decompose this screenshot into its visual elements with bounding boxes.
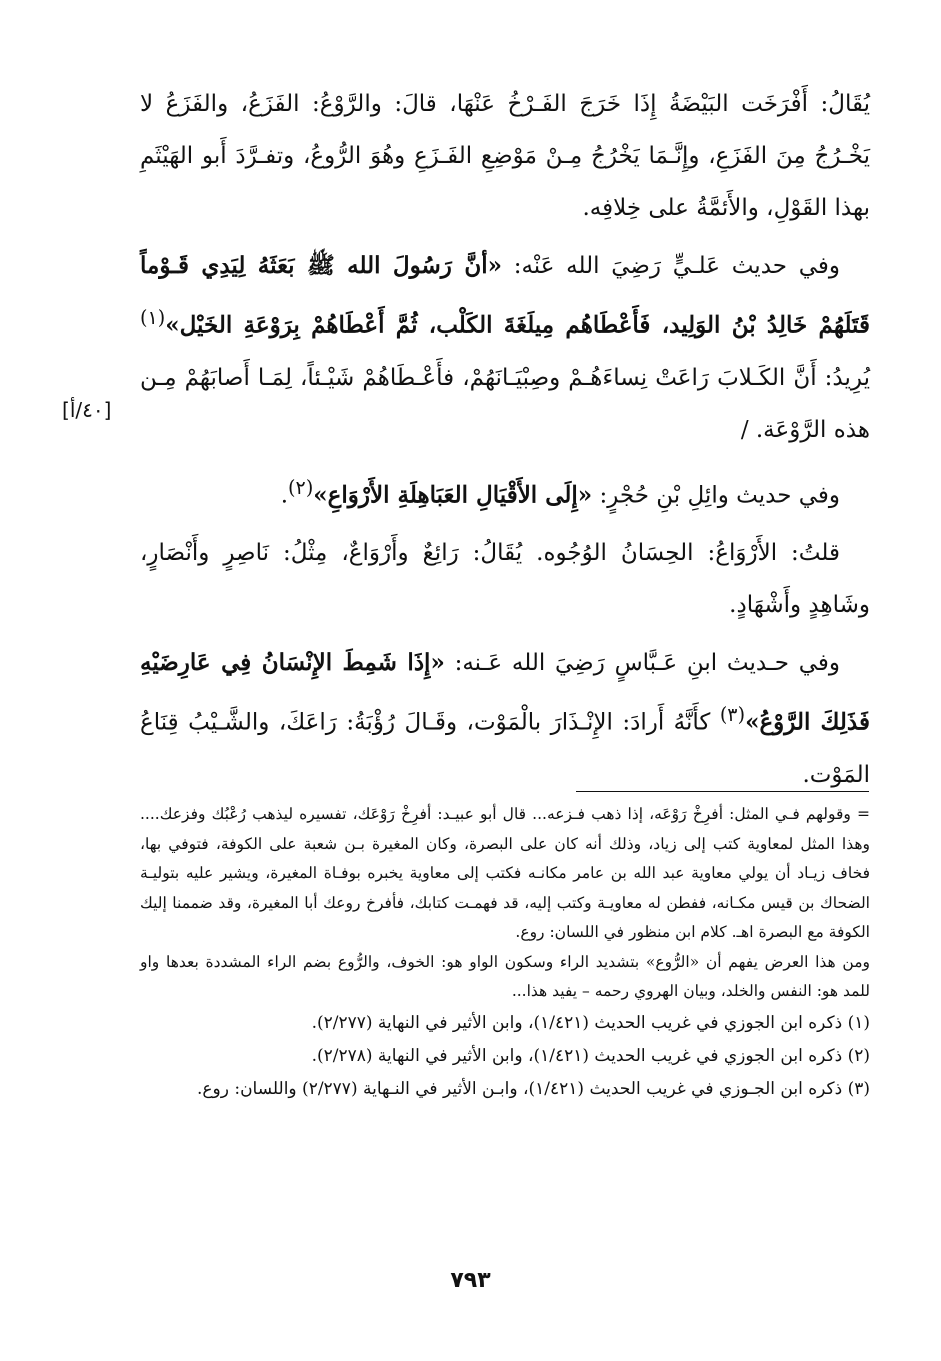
footnote-3: (٣) ذكره ابن الجـوزي في غريب الحديث (١/٤٢١)، وابـن الأثير في النـهاية (٢/٢٧٧) واللسان: روع. xyxy=(196,1078,870,1099)
paragraph-2-intro: وفي حديث عَلـيٍّ رَضِيَ الله عَنْه: xyxy=(501,253,840,279)
main-text xyxy=(140,78,870,807)
paragraph-2-rest: يُرِيدُ: أَنَّ الكَـلابَ رَاعَتْ نِساءَهُـمْ وصِبْيَـانَهُمْ، فأَعْـطَاهُمْ شَيْـئاً، لِمَـا أَصابَهُمْ مِـن هذه الرَّوْعَة. / xyxy=(140,364,870,443)
footnote-2: (٢) ذكره ابن الجوزي في غريب الحديث (١/٤٢١)، وابن الأثير في النهاية (٢/٢٧٨). xyxy=(311,1045,870,1066)
paragraph-5-rest: كأَنَّهُ أَرادَ: الإِنْـذَارَ بالْمَوْت، وقَـالَ رُؤْبَةُ: رَاعَكَ، والشَّـيْبُ قِنَاعُ المَوْت. xyxy=(140,709,870,788)
paragraph-3 xyxy=(140,462,870,522)
paragraph-5-intro: وفي حـديث ابنِ عَـبَّاسٍ رَضِيَ الله عَـنه: xyxy=(444,650,840,677)
manuscript-folio-marker: [٤٠/أ] xyxy=(62,398,112,422)
page-number: ٧٩٣ xyxy=(450,1268,491,1293)
footnote-continued: = وقولهم فـي المثل: أفرِخْ رَوْعَه، إذا ذهب فـزعه... قال أبو عبيـد: أفرِخْ رَوْعَك، تفسيره ليذهب رُعْبُك وفزعك.... وهذا المثل لمعاوية كتب إلى زياد، وذلك أنه كان على البصرة، وكان المغيرة بـن شعبة على الكوفة، فتوفي بها، فخاف زيـاد أن يولي معاوية عبد الله بن عامر مكانـه فكتب إلى معاوية يخبره بوفـاة المغيرة، ويشير عليه بتوليـة الضحاك بن قيس مكـانه، ففطن له معاويـة وكتب إليه، قد فهمـت كتابك، فأفرخ روعك أبا المغيرة، وقد ضممنا إليك الكوفة مع البصرة اهـ. كلام ابن منظور في اللسان: روع. xyxy=(140,805,870,941)
footnote-ref-2: (٢) xyxy=(288,475,314,499)
hadith-quote-1: «أنَّ رَسُولَ الله ﷺ بَعَثَهُ لِيَدِي قَـوْماً قَتَلَهُمْ خَالِدُ بْنُ الوَلِيد، فَأَعْطَاهُم مِيلَغَةَ الكَلْب، ثُمَّ أَعْطَاهُمْ بِرَوْعَةِ الخَيْل» xyxy=(140,252,870,339)
hadith-quote-3: «إِذَا شَمِطَ الإِنْسَانُ فِي عَارِضَيْهِ فَذَلِكَ الرَّوْعُ» xyxy=(140,649,870,736)
paragraph-3-intro: وفي حديث وائِلِ بْنِ حُجْرٍ: xyxy=(592,482,840,509)
paragraph-3-end: . xyxy=(280,482,289,509)
paragraph-4: قلتُ: الأَرْوَاعُ: الحِسَانُ الوُجُوه. يُقَالُ: رَائِعٌ وأَرْوَاعٌ، مِثْلُ: نَاصِرٍ وأَنْصَارٍ، وشَاهِدٍ وأَشْهَادٍ. xyxy=(140,540,870,619)
hadith-quote-2: «إِلَى الأَقْيَالِ العَبَاهِلَةِ الأَرْوَاعِ» xyxy=(313,481,593,509)
footnote-ref-3: (٣) xyxy=(719,703,746,727)
paragraph-2 xyxy=(140,240,870,456)
paragraph-1: يُقَالُ: أَفْرَخَت البَيْضَةُ إِذَا خَرَجَ الفَـرْخُ عَنْهَا، قالَ: والرَّوْعُ: الفَزَعُ، والفَزَعُ لا يَخْـرُجُ مِنَ الفَزَعِ، وإِنَّـمَا يَخْرُجُ مِـنْ مَوْضِعِ الفَـزَعِ وهُوَ الرُّوعُ، وتفـرَّدَ أَبو الهَيْثَمِ بهذا القَوْلِ، والأَئمَّةُ على خِلافِه. xyxy=(140,91,870,221)
footnotes xyxy=(140,800,870,1106)
footnote-1: (١) ذكره ابن الجوزي في غريب الحديث (١/٤٢١)، وابن الأثير في النهاية (٢/٢٧٧). xyxy=(311,1012,870,1033)
paragraph-5 xyxy=(140,637,870,801)
footnote-commentary: ومن هذا العرض يفهم أن «الرُّوع» بتشديد الراء وسكون الواو هو: الخوف، والرُّوع بضم الراء المشددة بعدها واو للمد هو: النفس والخلد، وبيان الهروي رحمه – يفيد هذا... xyxy=(140,952,870,1000)
footnote-ref-1: (١) xyxy=(140,306,166,329)
footnote-divider xyxy=(576,791,869,792)
